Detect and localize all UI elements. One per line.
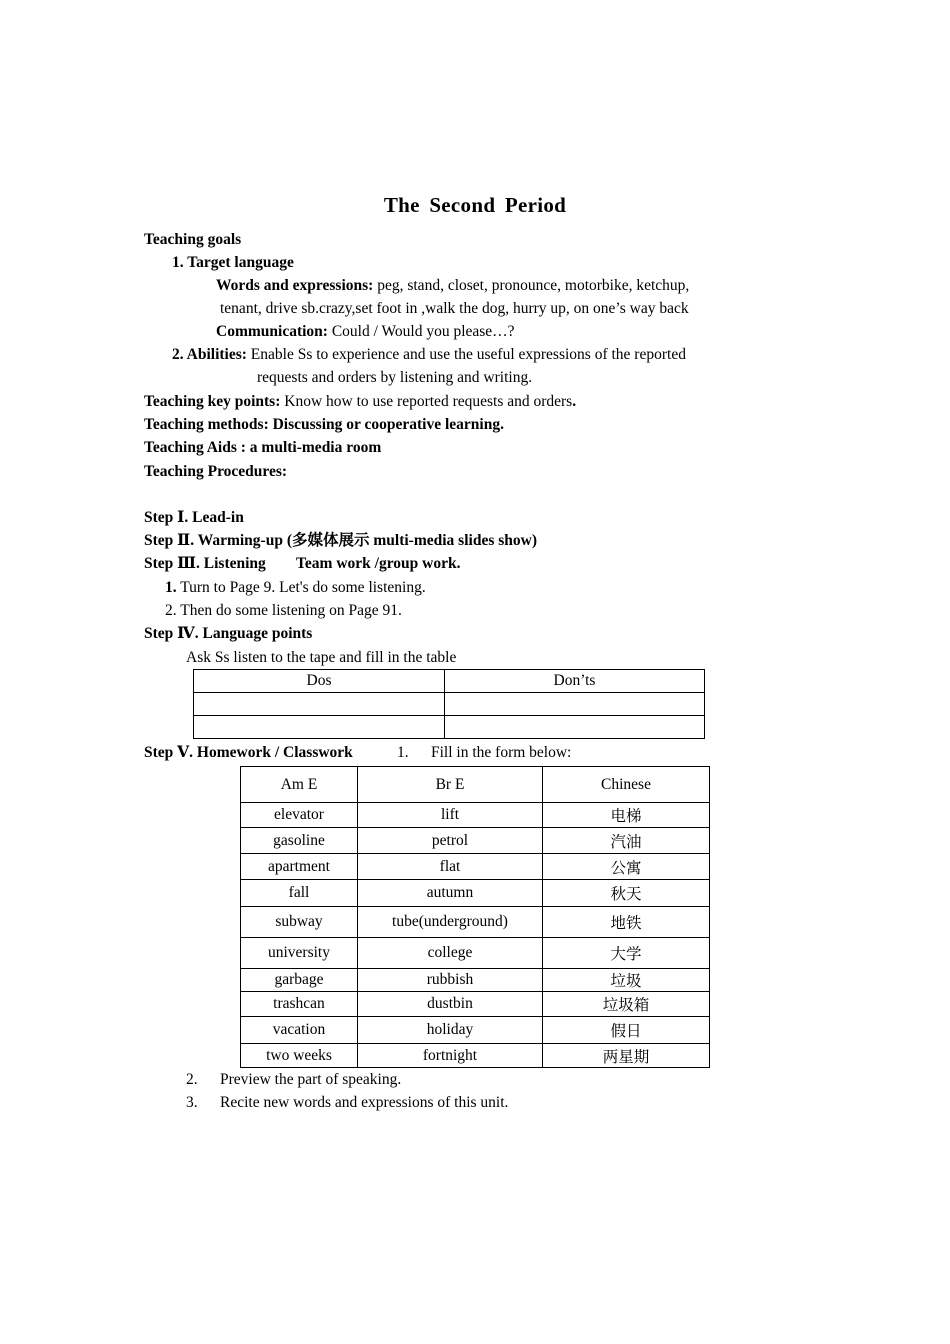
- words-expressions-line1: [216, 276, 689, 296]
- step-4-instruction: Ask Ss listen to the tape and fill in the table: [186, 649, 457, 666]
- br-e-cell: flat: [358, 854, 543, 880]
- table-row: [241, 803, 710, 828]
- step-3-item-1-number: 1.: [165, 579, 177, 596]
- table-row: [241, 1017, 710, 1044]
- key-points: [144, 392, 576, 412]
- am-e-cell: trashcan: [241, 992, 358, 1017]
- table-header-row: [241, 767, 710, 803]
- step-3-item-1: [165, 578, 426, 598]
- am-e-cell: elevator: [241, 803, 358, 828]
- chinese-cell: 假日: [543, 1017, 710, 1044]
- step-5-item-2: Preview the part of speaking.: [220, 1071, 402, 1088]
- key-points-end: .: [572, 393, 577, 410]
- abilities-line2: requests and orders by listening and writing.: [257, 369, 533, 386]
- br-e-cell: dustbin: [358, 992, 543, 1017]
- teaching-methods: Teaching methods: Discussing or cooperative learning.: [144, 416, 504, 433]
- communication-text: Could / Would you please…?: [327, 323, 515, 340]
- step-5-item-3-number: 3.: [186, 1094, 198, 1111]
- key-points-label: Teaching key points:: [144, 393, 281, 410]
- br-e-cell: petrol: [358, 828, 543, 854]
- words-expressions-label: Words and expressions:: [216, 277, 374, 294]
- table-row: [194, 716, 705, 739]
- table-cell: [194, 693, 445, 716]
- step-3-item-2: 2. Then do some listening on Page 91.: [165, 602, 402, 619]
- step-3-item-1-text: Turn to Page 9. Let's do some listening.: [176, 579, 426, 596]
- am-br-english-table: [240, 766, 710, 1068]
- table-row: [241, 907, 710, 938]
- communication-line: [216, 322, 515, 342]
- key-points-text: Know how to use reported requests and orders: [280, 393, 573, 410]
- abilities-label: 2. Abilities:: [172, 346, 247, 363]
- table-row: [241, 969, 710, 992]
- step-5: Step Ⅴ. Homework / Classwork: [144, 744, 353, 761]
- step-5-item-1-number: 1.: [397, 744, 409, 761]
- am-e-cell: vacation: [241, 1017, 358, 1044]
- step-5-item-3: Recite new words and expressions of this unit.: [220, 1094, 509, 1111]
- am-e-cell: fall: [241, 880, 358, 907]
- table-row: [241, 880, 710, 907]
- table-cell: [445, 693, 705, 716]
- am-e-cell: gasoline: [241, 828, 358, 854]
- teaching-aids: Teaching Aids : a multi-media room: [144, 439, 382, 456]
- am-e-cell: garbage: [241, 969, 358, 992]
- chinese-header: Chinese: [543, 767, 710, 803]
- table-row: [241, 854, 710, 880]
- target-language-heading: 1. Target language: [172, 254, 294, 271]
- table-header-row: [194, 670, 705, 693]
- chinese-cell: 垃圾箱: [543, 992, 710, 1017]
- step-5-item-1: Fill in the form below:: [431, 744, 572, 761]
- am-e-cell: university: [241, 938, 358, 969]
- abilities-line1: [172, 345, 686, 365]
- chinese-cell: 秋天: [543, 880, 710, 907]
- dos-header: Dos: [194, 670, 445, 693]
- table-row: [241, 828, 710, 854]
- chinese-cell: 大学: [543, 938, 710, 969]
- br-e-cell: college: [358, 938, 543, 969]
- words-expressions-text: peg, stand, closet, pronounce, motorbike, ketchup,: [373, 277, 690, 294]
- table-cell: [445, 716, 705, 739]
- br-e-cell: autumn: [358, 880, 543, 907]
- words-expressions-line2: tenant, drive sb.crazy,set foot in ,walk the dog, hurry up, on one’s way back: [220, 300, 689, 317]
- am-e-header: Am E: [241, 767, 358, 803]
- table-cell: [194, 716, 445, 739]
- am-e-cell: two weeks: [241, 1044, 358, 1068]
- br-e-header: Br E: [358, 767, 543, 803]
- step-3: Step Ⅲ. Listening: [144, 555, 266, 572]
- br-e-cell: fortnight: [358, 1044, 543, 1068]
- communication-label: Communication:: [216, 323, 328, 340]
- br-e-cell: tube(underground): [358, 907, 543, 938]
- chinese-cell: 公寓: [543, 854, 710, 880]
- table-row: [241, 992, 710, 1017]
- am-e-cell: subway: [241, 907, 358, 938]
- teaching-procedures: Teaching Procedures:: [144, 463, 288, 480]
- chinese-cell: 两星期: [543, 1044, 710, 1068]
- table-row: [241, 938, 710, 969]
- teaching-goals-heading: Teaching goals: [144, 231, 242, 248]
- dos-donts-table: [193, 669, 705, 739]
- page-title: The Second Period: [383, 193, 567, 217]
- chinese-cell: 垃圾: [543, 969, 710, 992]
- chinese-cell: 地铁: [543, 907, 710, 938]
- chinese-cell: 汽油: [543, 828, 710, 854]
- br-e-cell: holiday: [358, 1017, 543, 1044]
- table-row: [194, 693, 705, 716]
- step-5-item-2-number: 2.: [186, 1071, 198, 1088]
- abilities-text: Enable Ss to experience and use the useful expressions of the reported: [246, 346, 686, 363]
- am-e-cell: apartment: [241, 854, 358, 880]
- step-2: Step Ⅱ. Warming-up (多媒体展示 multi-media slides show): [144, 532, 537, 549]
- table-row: [241, 1044, 710, 1068]
- step-3-teamwork: Team work /group work.: [296, 555, 461, 572]
- br-e-cell: lift: [358, 803, 543, 828]
- step-4: Step Ⅳ. Language points: [144, 625, 313, 642]
- br-e-cell: rubbish: [358, 969, 543, 992]
- step-1: Step Ⅰ. Lead-in: [144, 509, 244, 526]
- chinese-cell: 电梯: [543, 803, 710, 828]
- donts-header: Don’ts: [445, 670, 705, 693]
